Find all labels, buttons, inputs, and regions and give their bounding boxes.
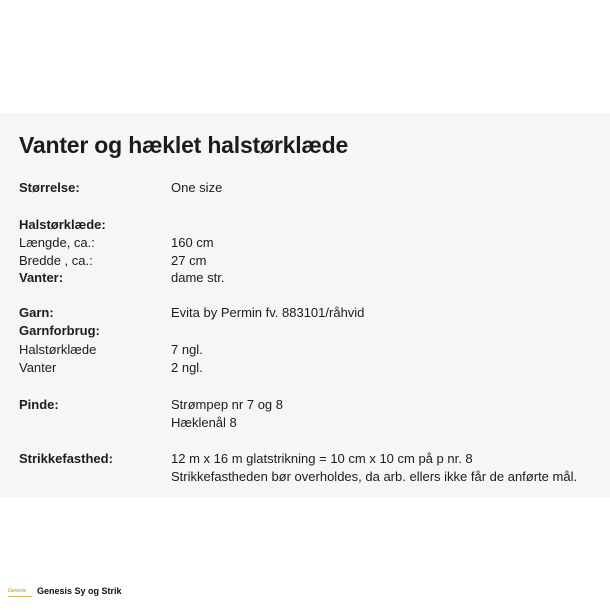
brand-name: Genesis Sy og Strik [37,586,122,596]
label-scarf: Halstørklæde: [19,217,106,232]
footer-branding [8,585,122,597]
label-width: Bredde , ca.: [19,253,93,268]
value-mittens: dame str. [171,270,225,285]
value-size: One size [171,180,223,195]
label-length: Længde, ca.: [19,235,95,250]
label-usage-mittens: Vanter [19,360,57,375]
label-size: Størrelse: [19,180,80,195]
label-yarn: Garn: [19,305,54,320]
value-crochet-hook: Hæklenål 8 [171,415,237,430]
label-mittens: Vanter: [19,270,64,285]
value-usage-mittens: 2 ngl. [171,360,203,375]
genesis-logo [8,586,32,597]
value-gauge-note: Strikkefastheden bør overholdes, da arb. ellers ikke får de anførte mål. [171,469,578,484]
value-gauge: 12 m x 16 m glatstrikning = 10 cm x 10 cm på p nr. 8 [171,451,473,466]
logo-text: Genesis [8,587,27,594]
label-yarn-usage: Garnforbrug: [19,323,100,338]
value-yarn: Evita by Permin fv. 883101/råhvid [171,305,365,320]
value-length: 160 cm [171,235,214,250]
label-gauge: Strikkefasthed: [19,451,113,466]
label-usage-scarf: Halstørklæde [19,342,97,357]
value-needles: Strømpep nr 7 og 8 [171,397,283,412]
pattern-title: Vanter og hæklet halstørklæde [19,132,349,158]
value-width: 27 cm [171,253,207,268]
label-needles: Pinde: [19,397,59,412]
value-usage-scarf: 7 ngl. [171,342,203,357]
